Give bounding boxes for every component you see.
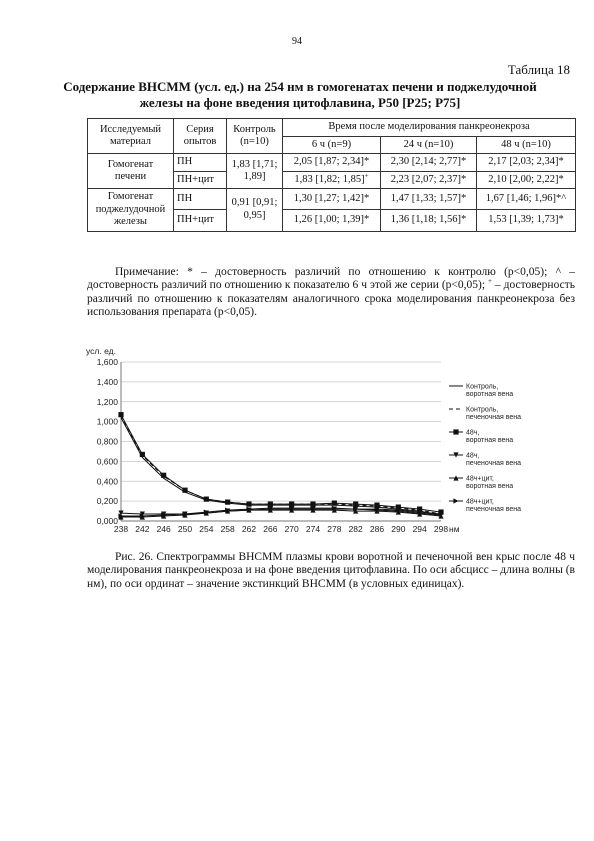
legend-label: 48ч, (466, 429, 480, 437)
figure-caption: Рис. 26. Спектрограммы ВНСММ плазмы крови воротной и печеночной вен крыс после 48 ч моделирования панкреонекроза и на фоне введения цитофлавина. По оси абсцисс – длина волны (в нм), по оси ординат – значение экстинкций ВНСММ (в условных единицах). (87, 551, 575, 590)
data-point (204, 497, 209, 502)
legend-label: воротная вена (466, 391, 514, 398)
data-point (161, 473, 166, 478)
data-point (225, 500, 230, 505)
value-cell-6h (283, 189, 381, 210)
note-text-2: – достоверность различий по отношению к показателям аналогичного срока моделирования панкреонекроза без использования препарата (p<0,05). (87, 279, 575, 318)
legend-label: воротная вена (466, 437, 514, 444)
x-tick-label: 270 (284, 524, 299, 534)
value-cell-6h (283, 171, 381, 189)
series-cell: ПН+цит (174, 171, 227, 189)
legend-marker (453, 498, 458, 503)
y-tick-label: 0,600 (96, 456, 118, 467)
data-point (353, 502, 358, 507)
x-tick-label: 274 (305, 524, 321, 534)
value-cell-48h: 2,10 [2,00; 2,22]* (477, 171, 576, 189)
legend-label: 48ч+цит, (466, 498, 494, 506)
y-tick-label: 1,600 (96, 357, 118, 367)
control-cell: 1,83 [1,71; 1,89] (227, 154, 283, 189)
series-cell: ПН (174, 154, 227, 172)
control-cell: 0,91 [0,91; 0,95] (227, 189, 283, 232)
spectrogram-chart (84, 344, 522, 534)
data-table (87, 118, 576, 232)
x-tick-label: 286 (369, 524, 385, 534)
series-line (121, 418, 441, 515)
value-cell-48h: 2,17 [2,03; 2,34]* (477, 154, 576, 172)
y-axis-label: усл. ед. (86, 346, 116, 356)
superscript-mark: + (364, 171, 369, 179)
legend-marker (453, 429, 458, 434)
x-tick-label: 246 (156, 524, 171, 534)
material-cell: Гомогенат печени (88, 154, 174, 189)
header-series: Серия опытов (174, 119, 227, 154)
header-24h: 24 ч (n=10) (381, 136, 477, 154)
x-tick-label: 262 (241, 524, 257, 534)
y-tick-label: 0,000 (96, 516, 118, 526)
x-tick-label: 266 (263, 524, 278, 534)
value-cell-6h (283, 210, 381, 231)
x-tick-label: 242 (135, 524, 150, 534)
x-tick-label: 258 (220, 524, 235, 534)
x-tick-label: 254 (199, 524, 214, 534)
value-text: 1,26 [1,00; 1,39]* (293, 214, 370, 226)
y-tick-label: 0,800 (96, 436, 118, 447)
legend-label: печеночная вена (466, 460, 522, 467)
x-axis-label: нм (449, 524, 460, 534)
value-cell-48h: 1,53 [1,39; 1,73]* (477, 210, 576, 231)
value-text: 2,05 [1,87; 2,34]* (293, 156, 370, 167)
table-title: Содержание ВНСММ (усл. ед.) на 254 нм в гомогенатах печени и поджелудочной железы на фоне введения цитофлавина, P50 [P25; P75] (63, 79, 537, 110)
table-note (87, 266, 575, 319)
table-label: Таблица 18 (507, 62, 570, 77)
table-row (88, 189, 576, 210)
value-cell-6h (283, 154, 381, 172)
series-cell: ПН (174, 189, 227, 210)
y-tick-label: 0,400 (96, 476, 118, 487)
y-tick-label: 1,000 (96, 416, 118, 427)
data-point (182, 488, 187, 493)
value-cell-48h: 1,67 [1,46; 1,96]*^ (477, 189, 576, 210)
header-48h: 48 ч (n=10) (477, 136, 576, 154)
table-row (88, 154, 576, 172)
legend-label: воротная вена (466, 483, 514, 490)
x-tick-label: 298 (433, 524, 449, 534)
x-tick-label: 282 (348, 524, 363, 534)
note-superscript: + (488, 277, 492, 286)
legend-label: 48ч, (466, 452, 480, 460)
header-6h: 6 ч (n=9) (283, 136, 381, 154)
x-tick-label: 238 (113, 524, 129, 534)
header-control: Контроль (n=10) (227, 119, 283, 154)
value-cell-24h: 1,47 [1,33; 1,57]* (381, 189, 477, 210)
data-point (140, 452, 145, 457)
value-text: 1,30 [1,27; 1,42]* (293, 192, 370, 204)
material-cell: Гомогенат поджелудочной железы (88, 189, 174, 232)
note-text-1: Примечание: * – достоверность различий по отношению к контролю (p<0,05); ^ – достоверность различий по отношению к показателю 6 ч этой же серии (p<0,05); (87, 266, 575, 292)
series-cell: ПН+цит (174, 210, 227, 231)
value-cell-24h: 1,36 [1,18; 1,56]* (381, 210, 477, 231)
value-cell-24h: 2,30 [2,14; 2,77]* (381, 154, 477, 172)
header-time: Время после моделирования панкреонекроза (283, 119, 576, 137)
legend-label: Контроль, (466, 406, 499, 414)
data-point (246, 502, 251, 507)
legend-label: печеночная вена (466, 506, 522, 513)
data-point (332, 501, 337, 506)
header-material: Исследуемый материал (88, 119, 174, 154)
x-tick-label: 250 (177, 524, 193, 534)
x-tick-label: 294 (412, 524, 427, 534)
legend-label: 48ч+цит, (466, 475, 494, 483)
legend-label: печеночная вена (466, 414, 522, 421)
value-text: 1,83 [1,82; 1,85] (294, 173, 365, 185)
page-number: 94 (292, 36, 302, 47)
x-tick-label: 290 (391, 524, 406, 534)
series-line (121, 415, 441, 512)
series-line (121, 416, 441, 514)
y-tick-label: 1,200 (96, 396, 118, 407)
data-point (118, 412, 123, 417)
legend-label: Контроль, (466, 383, 499, 391)
value-cell-24h: 2,23 [2,07; 2,37]* (381, 171, 477, 189)
table-header-row (88, 119, 576, 137)
x-tick-label: 278 (327, 524, 342, 534)
y-tick-label: 0,200 (96, 496, 118, 507)
y-tick-label: 1,400 (96, 376, 118, 387)
